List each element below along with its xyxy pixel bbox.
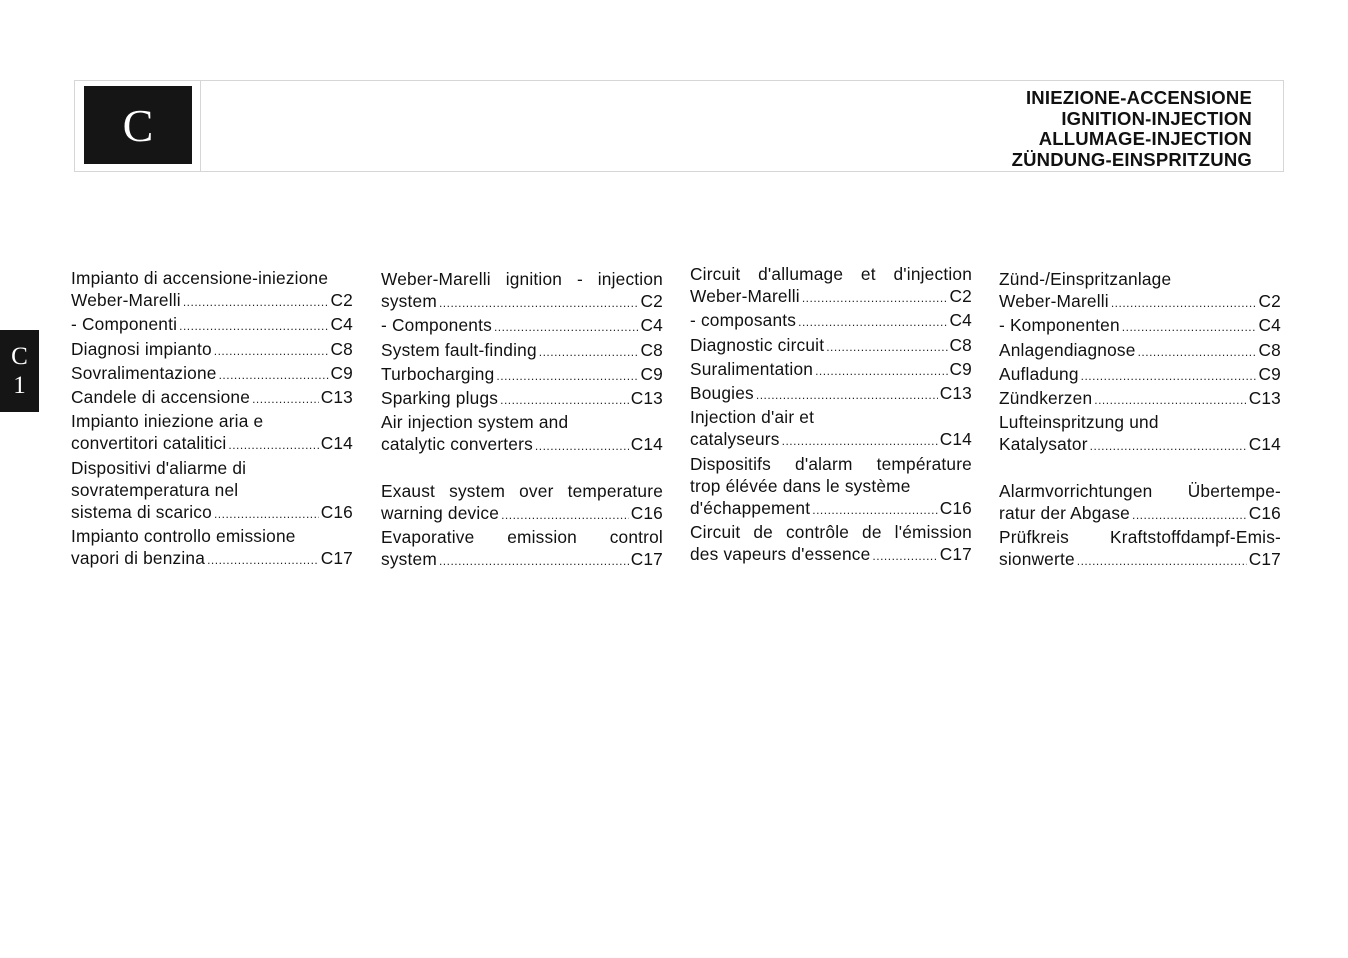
dot-leader [496, 363, 638, 387]
toc-text: vapori di benzina [71, 548, 206, 569]
toc-text: Katalysator [999, 434, 1088, 455]
toc-text: Dispositivi d'aliarme di [71, 457, 247, 478]
toc-word: injection [597, 269, 663, 289]
header-box-right-rule [200, 80, 201, 172]
toc-text: Candele di accensione [71, 387, 251, 408]
dot-leader [535, 433, 629, 457]
toc-entry[interactable] [71, 432, 353, 456]
page-ref[interactable]: C13 [320, 387, 353, 408]
toc-word: emission [507, 527, 577, 548]
dot-leader [1081, 363, 1257, 387]
column-german [999, 268, 1281, 573]
page-ref[interactable]: C14 [1248, 434, 1281, 455]
toc-text: - Komponenten [999, 315, 1120, 336]
page-ref[interactable]: C17 [320, 548, 353, 569]
toc-word: Kraftstoffdampf-Emis- [1110, 527, 1281, 548]
toc-word: Weber-Marelli [381, 269, 491, 289]
title-english: IGNITION-INJECTION [1061, 107, 1252, 129]
toc-entry[interactable] [71, 338, 353, 362]
title-italian: INIEZIONE-ACCENSIONE [1025, 87, 1252, 108]
toc-line [71, 479, 353, 501]
toc-entry[interactable] [999, 387, 1281, 411]
toc-text: Impianto controllo emissione [71, 526, 296, 547]
toc-text: Impianto iniezione aria e [71, 411, 264, 432]
page-ref[interactable]: C4 [330, 314, 353, 335]
page-ref[interactable]: C8 [949, 334, 972, 355]
dot-leader [872, 543, 937, 567]
toc-text: System fault-finding [381, 339, 537, 360]
page-ref[interactable]: C8 [640, 339, 663, 360]
toc-word: d'allumage [758, 264, 844, 284]
toc-text: sovratemperatura nel [71, 479, 239, 500]
toc-word: d'injection [893, 264, 972, 284]
page-ref[interactable]: C2 [640, 291, 663, 312]
toc-word: Circuit [690, 522, 741, 543]
page-ref[interactable]: C17 [939, 544, 972, 565]
toc-text: Sparking plugs [381, 388, 499, 409]
dot-leader [501, 502, 629, 526]
toc-text: des vapeurs d'essence [690, 544, 871, 565]
page-ref[interactable]: C8 [1258, 339, 1281, 360]
toc-entry[interactable] [690, 309, 972, 333]
toc-line [690, 521, 972, 543]
dot-leader [1077, 548, 1247, 572]
dot-leader [798, 309, 947, 333]
dot-leader [802, 285, 948, 309]
toc-word: Circuit [690, 264, 741, 284]
dot-leader [252, 386, 319, 410]
chapter-titles [1012, 88, 1252, 170]
toc-line [999, 411, 1281, 433]
page-ref[interactable]: C13 [630, 388, 663, 409]
dot-leader [214, 338, 329, 362]
toc-word: et [860, 264, 876, 284]
page-ref[interactable]: C14 [320, 433, 353, 454]
toc-word: de [862, 522, 882, 543]
section-letter: C [122, 99, 154, 151]
toc-entry[interactable] [71, 547, 353, 571]
toc-text: catalyseurs [690, 429, 780, 450]
toc-text: Weber-Marelli [690, 286, 800, 307]
toc-entry[interactable] [71, 501, 353, 525]
toc-word: Dispositifs [690, 453, 771, 474]
toc-entry[interactable] [71, 362, 353, 386]
toc-text: Sovralimentazione [71, 362, 217, 383]
dot-leader [756, 382, 938, 406]
toc-entry[interactable] [690, 285, 972, 309]
toc-text: Zündkerzen [999, 388, 1093, 409]
toc-word: température [876, 453, 972, 474]
toc-line [690, 263, 972, 285]
toc-text: - composants [690, 310, 797, 331]
dot-leader [826, 334, 947, 358]
toc-word: system [449, 480, 506, 501]
toc-word: over [519, 480, 554, 501]
toc-word: contrôle [785, 522, 850, 543]
toc-text: catalytic converters [381, 434, 533, 455]
toc-entry[interactable] [999, 290, 1281, 314]
toc-entry[interactable] [690, 543, 972, 567]
toc-word: Prüfkreis [999, 527, 1069, 548]
toc-entry[interactable] [999, 548, 1281, 572]
toc-entry[interactable] [999, 502, 1281, 526]
toc-word: ignition [505, 269, 563, 289]
toc-text: Diagnostic circuit [690, 334, 825, 355]
toc-text: system [381, 291, 437, 312]
toc-text: trop élévée dans le système [690, 475, 911, 496]
dot-leader [1094, 387, 1246, 411]
dot-leader [214, 501, 319, 525]
toc-entry[interactable] [690, 497, 972, 521]
toc-word: - [576, 269, 583, 289]
dot-leader [1122, 314, 1257, 338]
toc-entry[interactable] [690, 358, 972, 382]
header-left-rule [74, 80, 75, 172]
header-top-rule [74, 80, 1284, 81]
toc-entry[interactable] [381, 548, 663, 572]
toc-text: Suralimentation [690, 358, 814, 379]
side-tab-letter: C [11, 343, 28, 370]
header-right-rule [1283, 80, 1284, 172]
dot-leader [494, 314, 639, 338]
dot-leader [1111, 290, 1257, 314]
column-french [690, 263, 972, 568]
toc-line [690, 453, 972, 475]
dot-leader [439, 548, 629, 572]
section-gap [999, 458, 1281, 480]
toc-text: Bougies [690, 383, 754, 404]
toc-text: d'échappement [690, 498, 811, 519]
toc-line [690, 406, 972, 428]
dot-leader [1138, 339, 1257, 363]
toc-text: Impianto di accensione-iniezione [71, 268, 329, 288]
toc-text: convertitori catalitici [71, 433, 227, 454]
toc-line [381, 526, 663, 548]
toc-entry[interactable] [999, 433, 1281, 457]
page-ref[interactable]: C16 [1248, 503, 1281, 524]
toc-word: Alarmvorrichtungen [999, 480, 1153, 501]
page-ref[interactable]: C13 [1248, 388, 1281, 409]
column-english [381, 268, 663, 573]
toc-entry[interactable] [381, 433, 663, 457]
toc-entry[interactable] [71, 289, 353, 313]
dot-leader [228, 432, 318, 456]
toc-entry[interactable] [999, 339, 1281, 363]
toc-text: Weber-Marelli [71, 290, 181, 311]
toc-word: Übertempe- [1187, 480, 1281, 501]
page-ref[interactable]: C16 [630, 503, 663, 524]
dot-leader [782, 428, 938, 452]
dot-leader [815, 358, 947, 382]
toc-word: l'émission [894, 522, 972, 543]
toc-entry[interactable] [690, 334, 972, 358]
toc-entry[interactable] [71, 313, 353, 337]
page-ref[interactable]: C2 [330, 290, 353, 311]
page-ref[interactable]: C4 [949, 310, 972, 331]
title-french: ALLUMAGE-INJECTION [1038, 128, 1252, 149]
header-bottom-rule [74, 171, 1284, 172]
dot-leader [207, 547, 319, 571]
toc-line [381, 411, 663, 433]
page-ref[interactable]: C9 [640, 363, 663, 384]
toc-entry[interactable] [999, 363, 1281, 387]
dot-leader [439, 290, 639, 314]
section-letter-box [84, 86, 192, 164]
toc-entry[interactable] [381, 502, 663, 526]
page-ref[interactable]: C9 [1258, 363, 1281, 384]
dot-leader [183, 289, 329, 313]
page-ref[interactable]: C17 [1248, 549, 1281, 570]
page-ref[interactable]: C4 [640, 315, 663, 336]
toc-line [690, 475, 972, 497]
dot-leader [812, 497, 937, 521]
toc-text: Weber-Marelli [999, 291, 1109, 312]
dot-leader [1132, 502, 1247, 526]
page-ref[interactable]: C2 [949, 286, 972, 307]
dot-leader [539, 339, 639, 363]
page-ref[interactable]: C14 [630, 434, 663, 455]
side-tab-number: 1 [13, 372, 26, 399]
toc-text: warning device [381, 503, 500, 524]
page-ref[interactable]: C9 [949, 358, 972, 379]
page-ref[interactable]: C16 [320, 502, 353, 523]
toc-line [71, 267, 353, 289]
toc-text: Zünd-/Einspritzanlage [999, 269, 1172, 289]
toc-entry[interactable] [381, 290, 663, 314]
toc-line [999, 268, 1281, 290]
toc-entry[interactable] [381, 363, 663, 387]
toc-text: system [381, 549, 437, 570]
page-ref[interactable]: C2 [1258, 291, 1281, 312]
toc-text: Turbocharging [381, 363, 495, 384]
toc-entry[interactable] [381, 387, 663, 411]
toc-line [999, 480, 1281, 502]
dot-leader [179, 313, 328, 337]
toc-line [71, 457, 353, 479]
toc-entry[interactable] [999, 314, 1281, 338]
toc-word: d'alarm [795, 453, 853, 474]
title-german: ZÜNDUNG-EINSPRITZUNG [1011, 148, 1252, 170]
page-ref[interactable]: C17 [630, 549, 663, 570]
toc-entry[interactable] [690, 428, 972, 452]
toc-text: Aufladung [999, 363, 1079, 384]
page-ref[interactable]: C4 [1258, 315, 1281, 336]
dot-leader [1090, 433, 1247, 457]
toc-line [381, 480, 663, 502]
toc-line [381, 268, 663, 290]
toc-text: sistema di scarico [71, 502, 212, 523]
toc-entry[interactable] [71, 386, 353, 410]
page-ref[interactable]: C8 [330, 338, 353, 359]
toc-word: control [609, 527, 663, 548]
toc-text: Anlagendiagnose [999, 339, 1136, 360]
page-ref[interactable]: C13 [939, 383, 972, 404]
toc-entry[interactable] [690, 382, 972, 406]
toc-text: ratur der Abgase [999, 503, 1130, 524]
dot-leader [219, 362, 329, 386]
toc-word: Evaporative [381, 527, 475, 548]
toc-entry[interactable] [381, 314, 663, 338]
toc-entry[interactable] [381, 339, 663, 363]
dot-leader [500, 387, 629, 411]
toc-word: Exaust [381, 480, 436, 501]
toc-line [71, 410, 353, 432]
toc-text: Air injection system and [381, 412, 569, 433]
toc-word: de [753, 522, 773, 543]
toc-line [999, 526, 1281, 548]
page-ref[interactable]: C16 [939, 498, 972, 519]
side-tab [0, 330, 39, 412]
toc-text: Lufteinspritzung und [999, 412, 1159, 433]
toc-word: temperature [567, 480, 663, 501]
page-ref[interactable]: C14 [939, 429, 972, 450]
page-ref[interactable]: C9 [330, 362, 353, 383]
toc-text: - Components [381, 315, 492, 336]
toc-text: Diagnosi impianto [71, 338, 212, 359]
section-gap [381, 458, 663, 480]
column-italian [71, 267, 353, 572]
toc-line [71, 525, 353, 547]
toc-text: - Componenti [71, 314, 178, 335]
toc-text: sionwerte [999, 549, 1075, 570]
toc-text: Injection d'air et [690, 407, 815, 428]
